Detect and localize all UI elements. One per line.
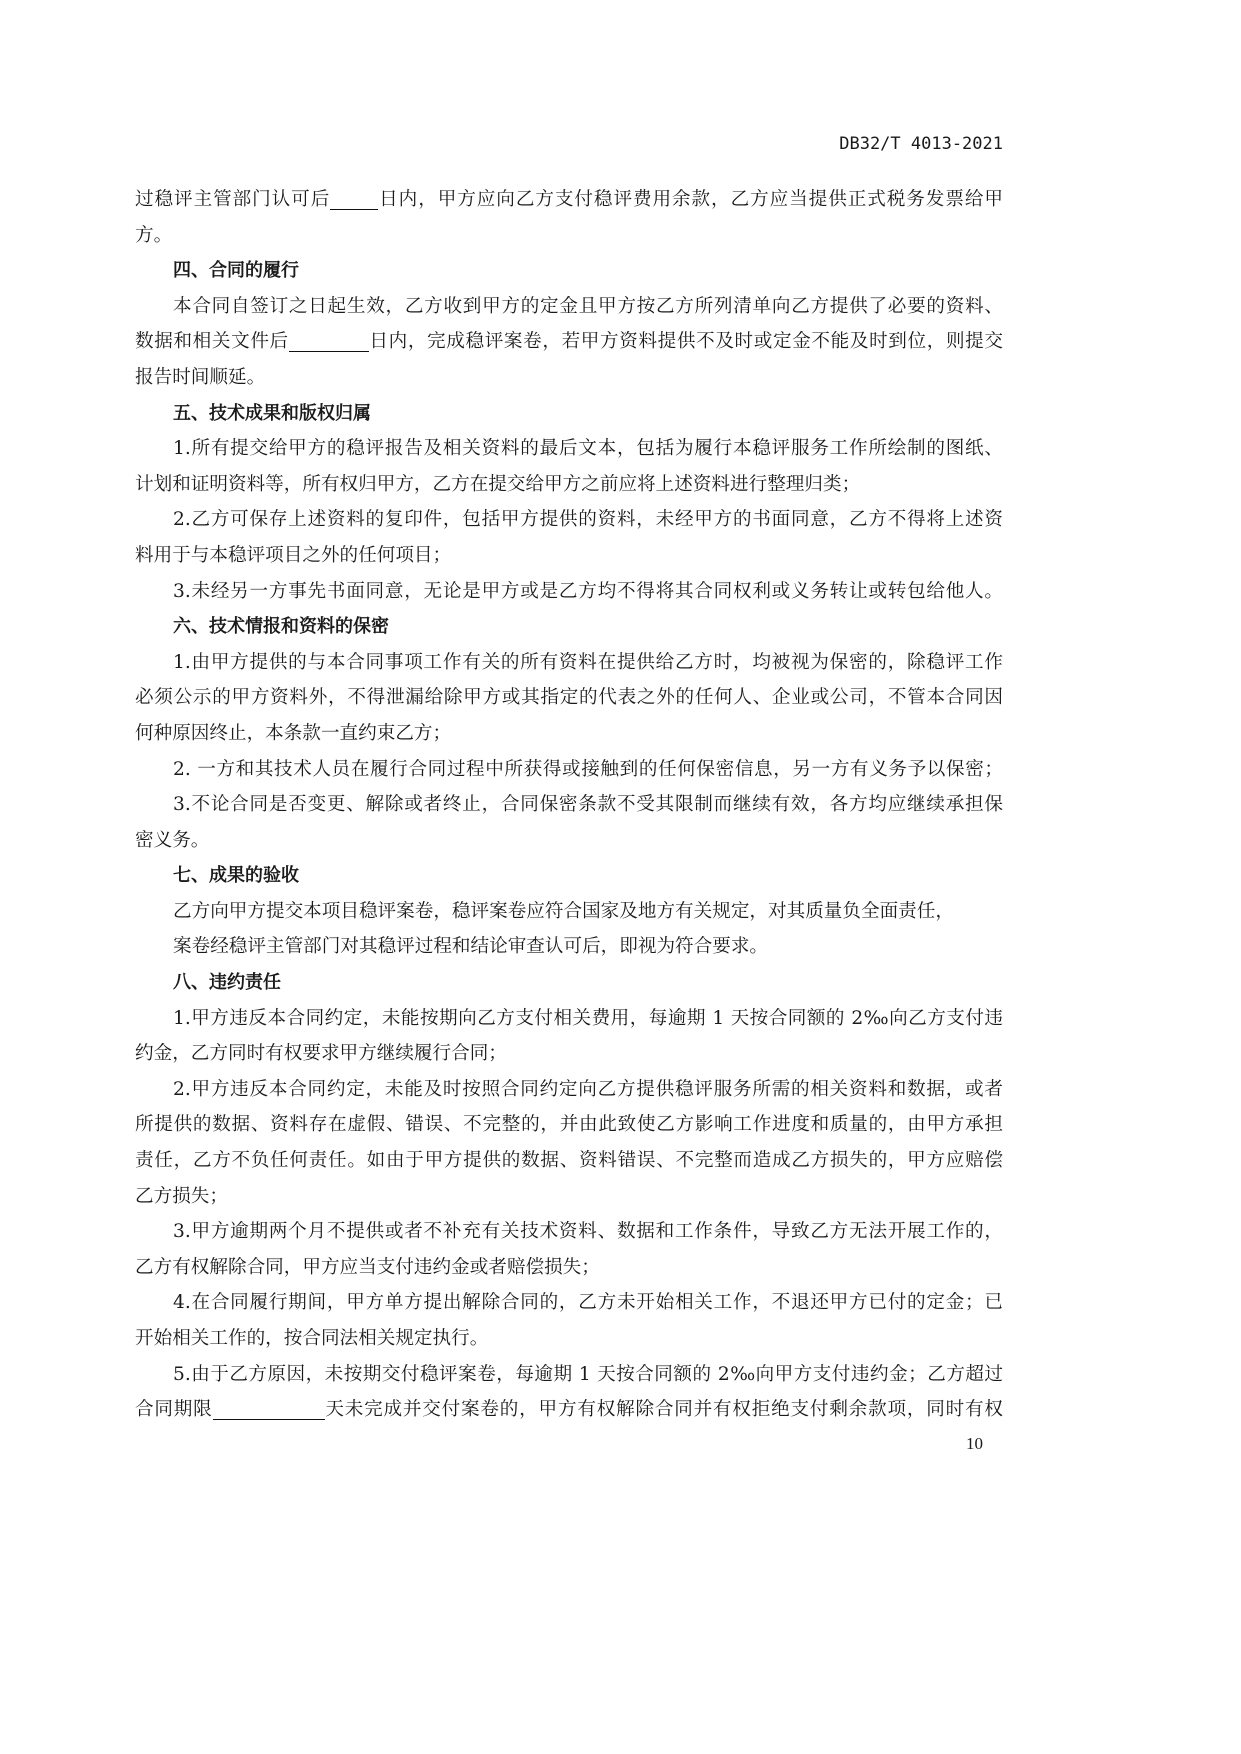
text-line: 本合同自签订之日起生效，乙方收到甲方的定金且甲方按乙方所列清单向乙方提供了必要的资料、 bbox=[173, 295, 1003, 317]
section-heading: 七、成果的验收 bbox=[173, 865, 299, 887]
text-line: 责任，乙方不负任何责任。如由于甲方提供的数据、资料错误、不完整而造成乙方损失的，甲方应赔偿 bbox=[135, 1150, 1003, 1172]
text-line: 乙方向甲方提交本项目稳评案卷，稳评案卷应符合国家及地方有关规定，对其质量负全面责任， bbox=[173, 900, 954, 922]
text-segment: 日内，完成稳评案卷，若甲方资料提供不及时或定金不能及时到位，则提交 bbox=[368, 331, 1003, 353]
text-line: 乙方有权解除合同，甲方应当支付违约金或者赔偿损失； bbox=[135, 1256, 600, 1278]
text-line bbox=[135, 324, 1003, 360]
text-line: 约金，乙方同时有权要求甲方继续履行合同； bbox=[135, 1043, 507, 1065]
page-number: 10 bbox=[966, 1434, 983, 1453]
text-segment: 天未完成并交付案卷的，甲方有权解除合同并有权拒绝支付剩余款项，同时有权 bbox=[324, 1399, 1003, 1421]
text-line: 1.甲方违反本合同约定，未能按期向乙方支付相关费用，每逾期 1 天按合同额的 2‰向乙方支付违 bbox=[173, 1007, 1003, 1029]
text-line: 2. 一方和其技术人员在履行合同过程中所获得或接触到的任何保密信息，另一方有义务予以保密； bbox=[173, 758, 1003, 780]
text-line: 乙方损失； bbox=[135, 1185, 228, 1207]
fill-in-blank bbox=[289, 331, 369, 352]
text-line: 所提供的数据、资料存在虚假、错误、不完整的，并由此致使乙方影响工作进度和质量的，由甲方承担 bbox=[135, 1114, 1003, 1136]
fill-in-blank bbox=[213, 1398, 325, 1419]
text-line: 4.在合同履行期间，甲方单方提出解除合同的，乙方未开始相关工作，不退还甲方已付的定金；已 bbox=[173, 1292, 1003, 1314]
document-body bbox=[135, 182, 1003, 1428]
text-line: 2.乙方可保存上述资料的复印件，包括甲方提供的资料，未经甲方的书面同意，乙方不得将上述资 bbox=[173, 509, 1003, 531]
fill-in-blank bbox=[330, 188, 378, 209]
text-line: 密义务。 bbox=[135, 829, 210, 851]
text-segment: 合同期限 bbox=[135, 1399, 213, 1421]
text-line: 何种原因终止，本条款一直约束乙方； bbox=[135, 722, 452, 744]
text-line: 案卷经稳评主管部门对其稳评过程和结论审查认可后，即视为符合要求。 bbox=[173, 936, 769, 958]
text-line: 1.由甲方提供的与本合同事项工作有关的所有资料在提供给乙方时，均被视为保密的，除稳评工作 bbox=[173, 651, 1003, 673]
text-segment: 过稳评主管部门认可后 bbox=[135, 189, 331, 210]
document-standard-code: DB32/T 4013-2021 bbox=[839, 134, 1003, 154]
text-line bbox=[135, 1392, 1003, 1428]
text-line: 计划和证明资料等，所有权归甲方，乙方在提交给甲方之前应将上述资料进行整理归类； bbox=[135, 473, 861, 495]
text-line: 2.甲方违反本合同约定，未能及时按照合同约定向乙方提供稳评服务所需的相关资料和数据，或者 bbox=[173, 1078, 1003, 1100]
text-line: 3.未经另一方事先书面同意，无论是甲方或是乙方均不得将其合同权利或义务转让或转包给他人。 bbox=[173, 580, 1003, 602]
text-line: 料用于与本稳评项目之外的任何项目； bbox=[135, 544, 452, 566]
text-line: 方。 bbox=[135, 224, 173, 246]
text-line bbox=[135, 182, 1003, 218]
text-line: 报告时间顺延。 bbox=[135, 366, 266, 388]
text-line: 开始相关工作的，按合同法相关规定执行。 bbox=[135, 1328, 489, 1349]
text-segment: 日内，甲方应向乙方支付稳评费用余款，乙方应当提供正式税务发票给甲 bbox=[378, 189, 1003, 210]
text-line: 5.由于乙方原因，未按期交付稳评案卷，每逾期 1 天按合同额的 2‰向甲方支付违约金；乙方超过 bbox=[173, 1363, 1003, 1385]
section-heading: 四、合同的履行 bbox=[173, 260, 299, 282]
section-heading: 五、技术成果和版权归属 bbox=[173, 402, 371, 424]
text-line: 3.不论合同是否变更、解除或者终止，合同保密条款不受其限制而继续有效，各方均应继续承担保 bbox=[173, 794, 1003, 816]
text-line: 1.所有提交给甲方的稳评报告及相关资料的最后文本，包括为履行本稳评服务工作所绘制的图纸、 bbox=[173, 438, 1003, 460]
text-line: 3.甲方逾期两个月不提供或者不补充有关技术资料、数据和工作条件，导致乙方无法开展工作的， bbox=[173, 1221, 1003, 1243]
section-heading: 六、技术情报和资料的保密 bbox=[173, 616, 389, 638]
section-heading: 八、违约责任 bbox=[173, 972, 281, 994]
text-segment: 数据和相关文件后 bbox=[135, 331, 289, 353]
text-line: 必须公示的甲方资料外，不得泄漏给除甲方或其指定的代表之外的任何人、企业或公司，不管本合同因 bbox=[135, 687, 1003, 709]
